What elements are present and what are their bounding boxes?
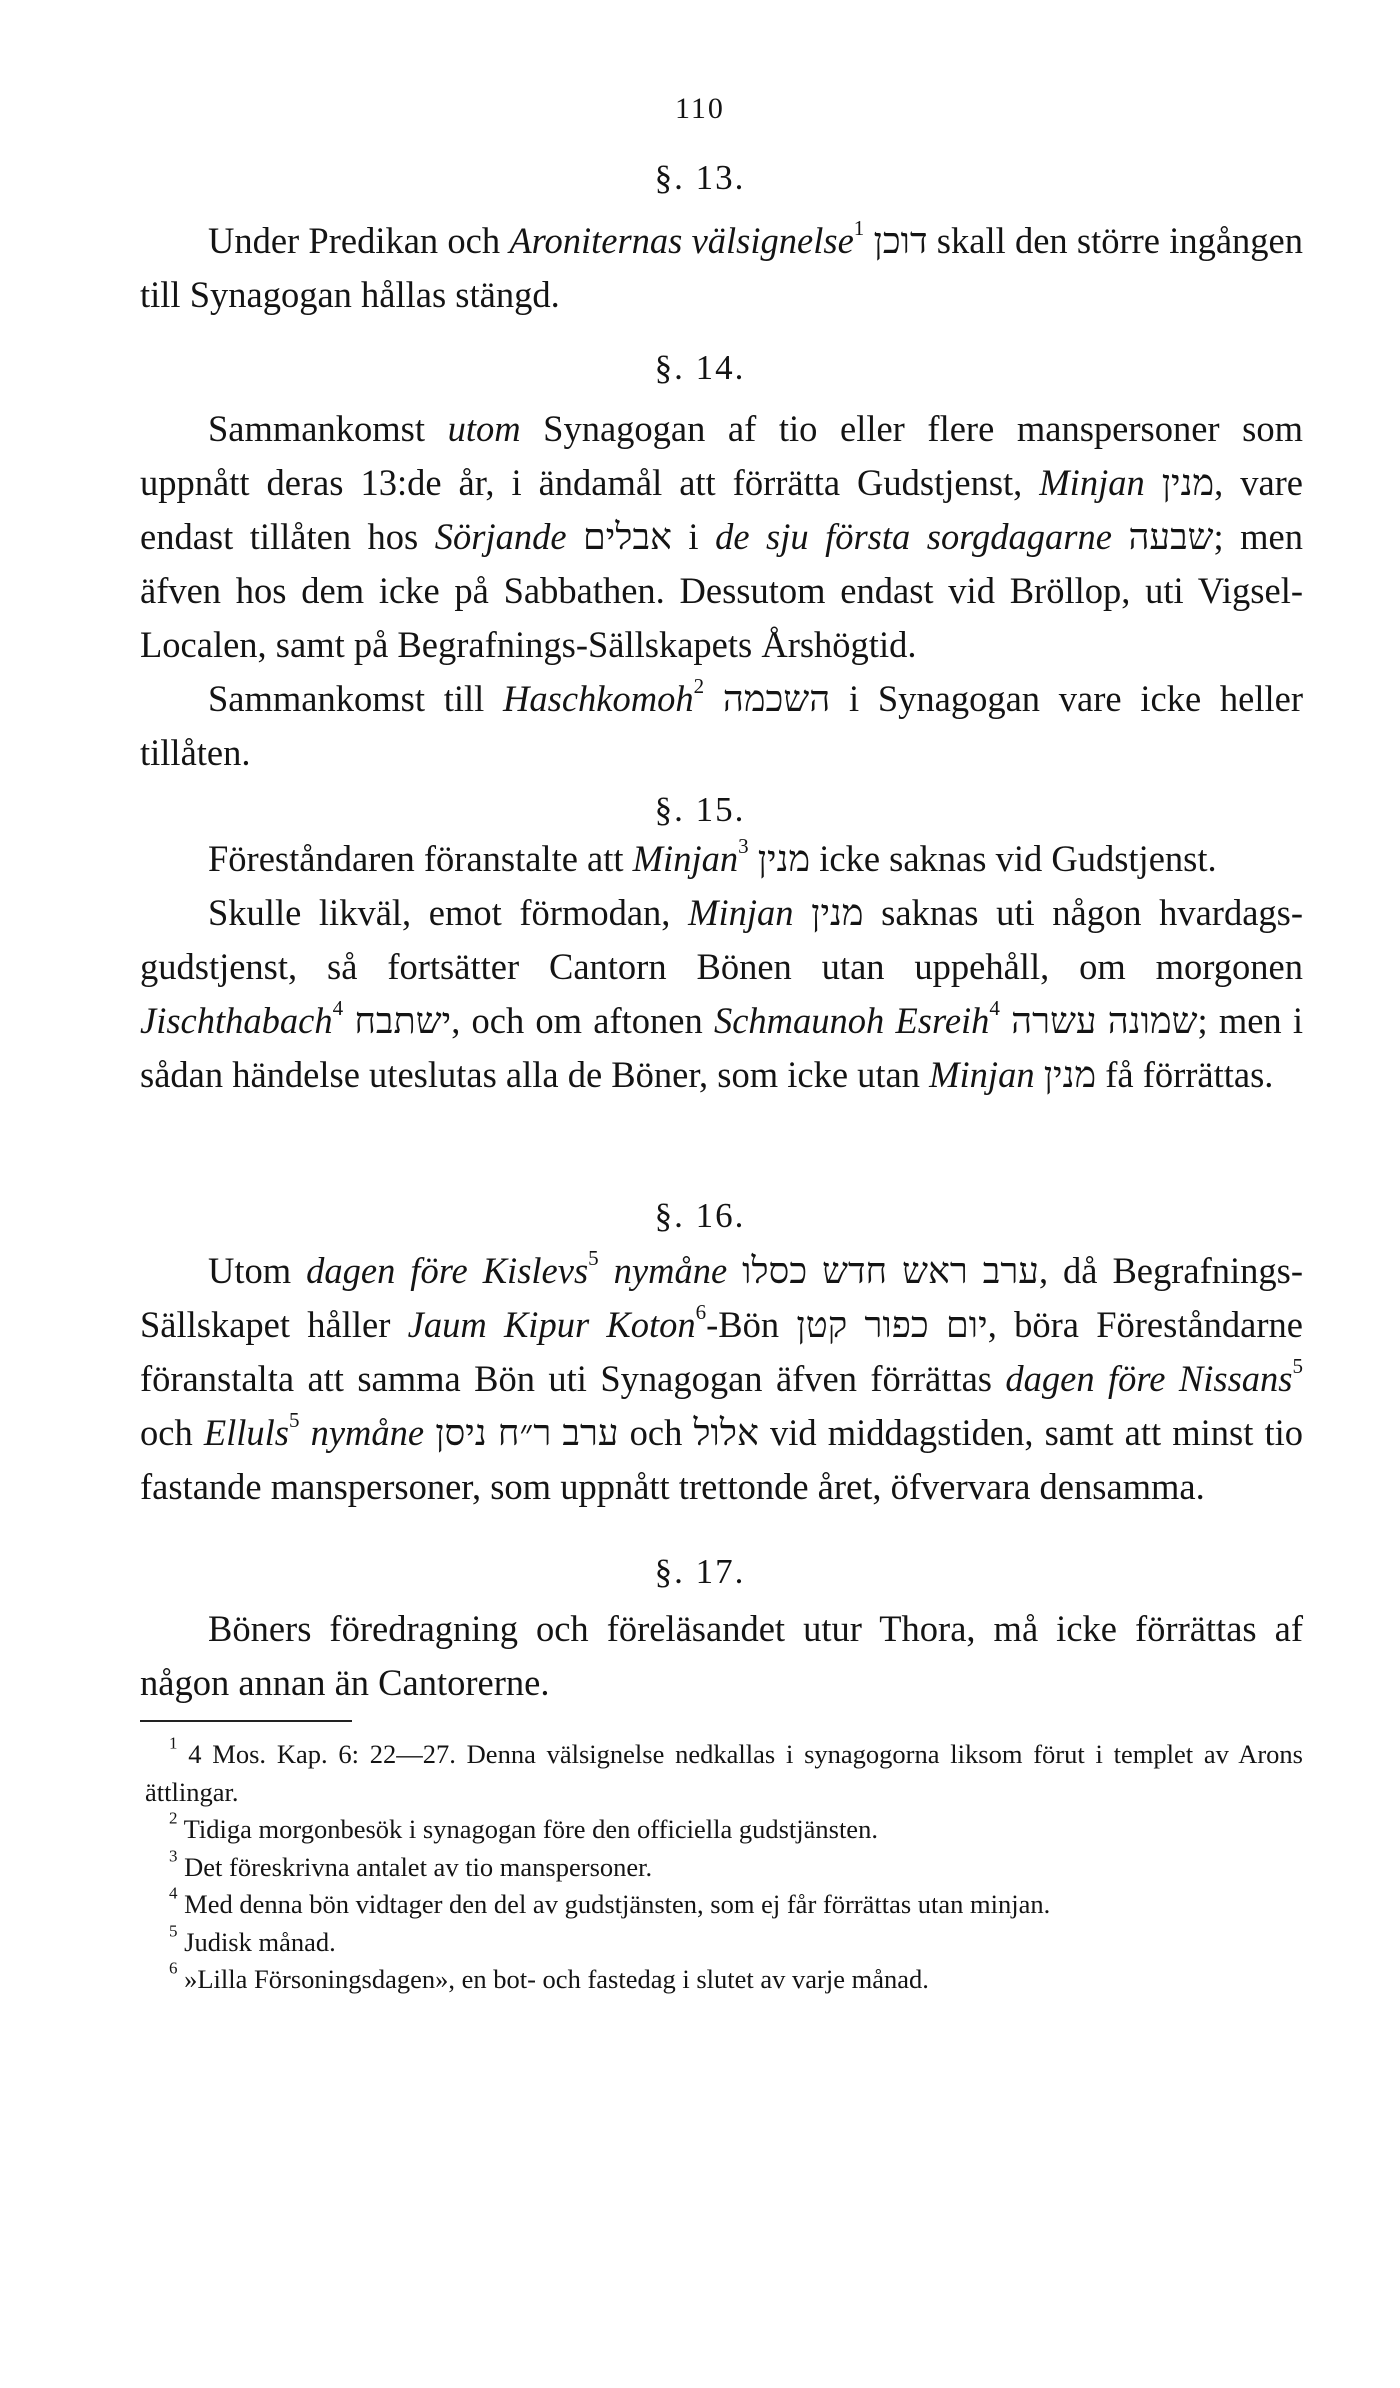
footnote xyxy=(145,1733,1303,1811)
section-14-body xyxy=(140,402,1303,780)
text-run: , och om aftonen xyxy=(451,1000,714,1041)
footnote-ref: 1 xyxy=(853,216,865,241)
section-15-body xyxy=(140,832,1303,1102)
footnote-ref: 6 xyxy=(695,1300,707,1325)
footnote-mark: 1 xyxy=(169,1733,178,1753)
term-italic: Schmaunoh Esreih xyxy=(713,1000,990,1041)
hebrew-term: שמונה עשרה xyxy=(1011,1000,1198,1041)
paragraph xyxy=(140,672,1303,780)
footnote-ref: 3 xyxy=(738,834,749,859)
text-run: och xyxy=(140,1412,204,1453)
footnote-text: 4 Mos. Kap. 6: 22—27. Denna välsignelse nedkallas i synagogorna liksom förut i templet av Arons ättlingar. xyxy=(145,1739,1303,1807)
footnotes xyxy=(145,1733,1303,1999)
section-13-body xyxy=(140,214,1303,322)
paragraph xyxy=(140,1244,1303,1514)
footnote xyxy=(145,1958,1303,1999)
footnote-text: Tidiga morgonbesök i synagogan före den officiella gudstjänsten. xyxy=(183,1814,878,1844)
term-italic: Aroniternas välsignelse xyxy=(509,220,854,261)
footnote-ref: 5 xyxy=(1292,1354,1303,1379)
term-italic: Minjan xyxy=(1039,462,1145,503)
footnote-text: Judisk månad. xyxy=(184,1926,336,1957)
footnote-text: Med denna bön vidtager den del av gudstjänsten, som ej får förrättas utan minjan. xyxy=(184,1889,1051,1919)
hebrew-term: יום כפור קטן xyxy=(796,1304,988,1345)
footnote-mark: 6 xyxy=(169,1958,178,1978)
paragraph xyxy=(140,886,1303,1102)
footnote-ref: 4 xyxy=(989,996,1000,1021)
term-italic: de sju första sorgdagarne xyxy=(715,516,1112,557)
term-italic: dagen före Nissans xyxy=(1005,1358,1293,1399)
hebrew-term: מנין xyxy=(1043,1054,1097,1095)
text-run: få förrättas. xyxy=(1096,1054,1274,1095)
text-run: saknas uti någon hvardags-gudstjenst, så fortsätter Cantorn Bönen utan uppehåll, om morgonen xyxy=(140,892,1304,987)
section-15-heading: §. 15. xyxy=(654,790,746,829)
text-run: , då Begrafnings-Sällskapet håller xyxy=(140,1250,1304,1345)
page-number: 110 xyxy=(675,92,725,125)
section-17-body xyxy=(140,1602,1303,1710)
text-run: Under Predikan och xyxy=(208,220,510,261)
text-run: Utom xyxy=(208,1250,307,1291)
footnote-mark: 4 xyxy=(169,1883,178,1903)
section-16-heading: §. 16. xyxy=(654,1196,746,1235)
paragraph xyxy=(140,214,1303,322)
footnote xyxy=(145,1921,1303,1962)
text-run: och xyxy=(618,1412,694,1453)
hebrew-term: מנין xyxy=(757,838,811,879)
footnote-text: Det föreskrivna antalet av tio manspersoner. xyxy=(184,1851,653,1882)
text-run: ; men i sådan händelse uteslutas alla de Böner, som icke utan xyxy=(140,1000,1304,1095)
text-run: i xyxy=(671,516,716,557)
footnote-mark: 3 xyxy=(169,1846,178,1866)
term-italic: Jischthabach xyxy=(140,1000,333,1041)
hebrew-term: שבעה xyxy=(1128,516,1214,557)
hebrew-term: אבלים xyxy=(583,516,672,557)
term-italic: Elluls xyxy=(203,1412,289,1453)
hebrew-term: דוכן xyxy=(873,220,928,261)
text-run: icke saknas vid Gudstjenst. xyxy=(810,838,1217,879)
footnote xyxy=(145,1883,1303,1924)
footnote-divider xyxy=(140,1720,352,1722)
section-16-body xyxy=(140,1244,1303,1514)
section-17-heading: §. 17. xyxy=(654,1552,746,1591)
hebrew-term: ישתבח xyxy=(354,1000,452,1041)
hebrew-term: ערב ר״ח ניסן xyxy=(435,1412,619,1453)
term-italic: Sörjande xyxy=(434,516,567,557)
text-run: Sammankomst xyxy=(208,408,448,449)
paragraph xyxy=(140,832,1303,886)
paragraph xyxy=(140,402,1303,672)
text-run: , vare endast tillåten hos xyxy=(140,462,1303,557)
text-run: -Bön xyxy=(706,1304,797,1345)
hebrew-term: השכמה xyxy=(722,678,831,719)
text-run: Skulle likväl, emot förmodan, xyxy=(208,892,689,933)
text-run: i Synagogan vare icke heller tillåten. xyxy=(140,678,1303,773)
term-italic: Minjan xyxy=(688,892,794,933)
footnote xyxy=(145,1846,1303,1887)
paragraph: Böners föredragning och föreläsandet utur Thora, må icke förrättas af någon annan än Cantorerne. xyxy=(140,1608,1303,1703)
term-italic: dagen före Kislevs xyxy=(306,1250,589,1291)
footnote-mark: 2 xyxy=(169,1808,178,1828)
text-run: ; men äfven hos dem icke på Sabbathen. Dessutom endast vid Bröllop, uti Vigsel-Localen, samt på Begrafnings-Sällskapets Årshögtid. xyxy=(140,516,1303,665)
term-italic: Jaum Kipur Koton xyxy=(407,1304,696,1345)
footnote-ref: 4 xyxy=(332,996,344,1021)
text-run: Föreståndaren föranstalte att xyxy=(208,838,633,879)
text-run: Synagogan af tio eller flere manspersoner som uppnått deras 13:de år, i ändamål att förrätta Gudstjenst, xyxy=(140,408,1303,503)
footnote-ref: 5 xyxy=(588,1246,599,1271)
term-italic: Minjan xyxy=(929,1054,1035,1095)
text-run xyxy=(300,1412,311,1453)
term-italic: Minjan xyxy=(632,838,739,879)
term-italic: nymåne xyxy=(613,1250,728,1291)
hebrew-term: אלול xyxy=(693,1412,759,1453)
section-14-heading: §. 14. xyxy=(654,348,746,387)
text-run xyxy=(599,1250,614,1291)
hebrew-term: ערב ראש חדש כסלו xyxy=(742,1250,1039,1291)
text-run: vid middagstiden, samt att minst tio fastande manspersoner, som uppnått trettonde året, öfvervara densamma. xyxy=(140,1412,1304,1507)
text-run: Sammankomst till xyxy=(208,678,504,719)
hebrew-term: מנין xyxy=(1161,462,1215,503)
footnote-mark: 5 xyxy=(169,1921,178,1941)
term-italic: utom xyxy=(447,408,521,449)
footnote-text: »Lilla Försoningsdagen», en bot- och fastedag i slutet av varje månad. xyxy=(184,1964,929,1994)
footnote-ref: 2 xyxy=(693,674,705,699)
footnote-ref: 5 xyxy=(289,1408,300,1433)
text-run: , böra Föreståndarne föranstalta att samma Bön uti Synagogan äfven förrättas xyxy=(140,1304,1303,1399)
hebrew-term: מנין xyxy=(811,892,864,933)
term-italic: nymåne xyxy=(310,1412,425,1453)
term-italic: Haschkomoh xyxy=(503,678,694,719)
section-13-heading: §. 13. xyxy=(654,158,746,197)
footnote xyxy=(145,1808,1303,1849)
text-run: skall den större ingången till Synagogan hållas stängd. xyxy=(140,220,1303,315)
